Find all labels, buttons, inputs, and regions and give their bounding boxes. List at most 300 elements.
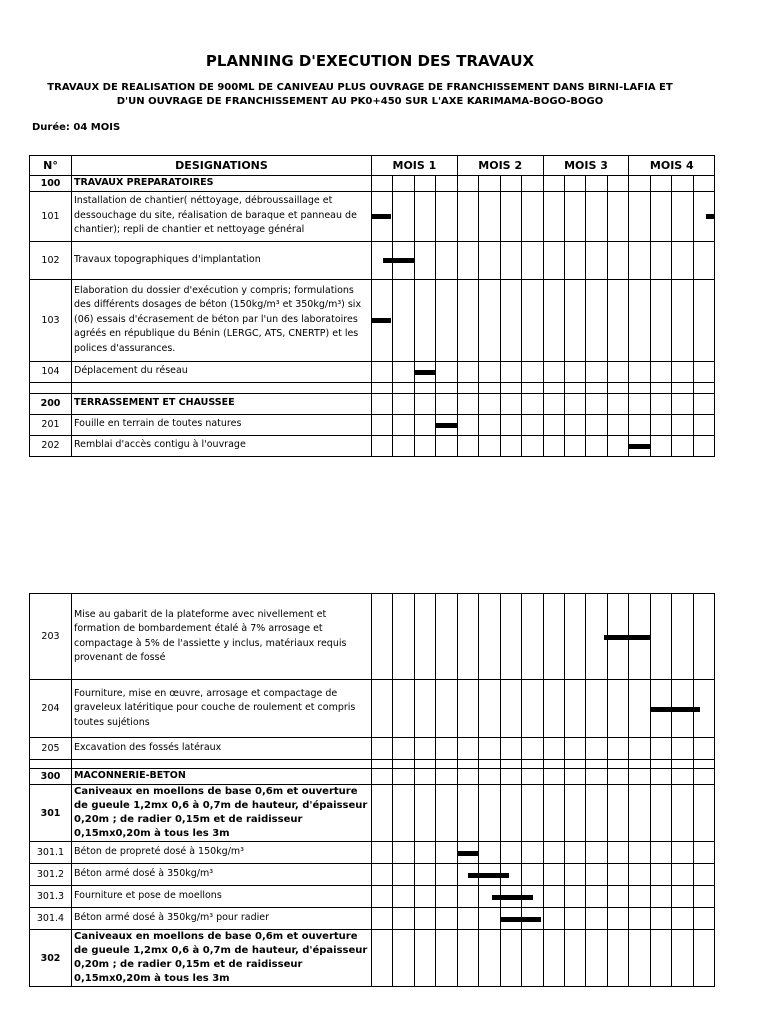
week-cell bbox=[564, 864, 585, 886]
week-cell bbox=[607, 864, 628, 886]
week-cell bbox=[650, 930, 671, 987]
week-cell bbox=[629, 393, 650, 414]
week-cell bbox=[564, 908, 585, 930]
week-cell bbox=[436, 414, 457, 435]
week-cell bbox=[479, 241, 500, 279]
week-cell bbox=[393, 680, 414, 738]
table-row bbox=[30, 594, 715, 680]
item-number: 205 bbox=[30, 738, 72, 760]
week-cell bbox=[414, 769, 435, 785]
week-cell bbox=[586, 176, 607, 192]
week-cell bbox=[500, 279, 521, 361]
week-cell bbox=[457, 864, 478, 886]
week-cell bbox=[650, 435, 671, 456]
week-cell bbox=[629, 279, 650, 361]
week-cell bbox=[693, 738, 714, 760]
week-cell bbox=[607, 842, 628, 864]
week-cell bbox=[393, 864, 414, 886]
week-cell bbox=[693, 191, 714, 241]
week-cell bbox=[479, 361, 500, 382]
week-cell bbox=[393, 241, 414, 279]
week-cell bbox=[500, 361, 521, 382]
week-cell bbox=[586, 760, 607, 769]
week-cell bbox=[693, 393, 714, 414]
week-cell bbox=[607, 176, 628, 192]
week-cell bbox=[672, 886, 693, 908]
week-cell bbox=[693, 760, 714, 769]
week-cell bbox=[565, 393, 586, 414]
week-cell bbox=[564, 769, 585, 785]
week-cell bbox=[522, 241, 543, 279]
week-cell bbox=[693, 435, 714, 456]
table-header-row bbox=[30, 156, 715, 176]
week-cell bbox=[672, 435, 693, 456]
week-cell bbox=[393, 176, 414, 192]
week-cell bbox=[607, 908, 628, 930]
week-cell bbox=[543, 738, 564, 760]
week-cell bbox=[436, 760, 457, 769]
week-cell bbox=[372, 279, 393, 361]
week-cell bbox=[693, 680, 714, 738]
week-cell bbox=[629, 176, 650, 192]
week-cell bbox=[586, 680, 607, 738]
column-header-month-4: MOIS 4 bbox=[629, 156, 715, 176]
week-cell bbox=[629, 908, 650, 930]
week-cell bbox=[436, 738, 457, 760]
week-cell bbox=[586, 738, 607, 760]
week-cell bbox=[457, 191, 478, 241]
week-cell bbox=[565, 382, 586, 393]
week-cell bbox=[436, 382, 457, 393]
week-cell bbox=[372, 680, 393, 738]
week-cell bbox=[543, 760, 564, 769]
week-cell bbox=[586, 864, 607, 886]
week-cell bbox=[693, 361, 714, 382]
week-cell bbox=[650, 414, 671, 435]
week-cell bbox=[457, 738, 478, 760]
week-cell bbox=[457, 393, 478, 414]
week-cell bbox=[543, 680, 564, 738]
week-cell bbox=[543, 769, 564, 785]
item-designation: Remblai d'accès contigu à l'ouvrage bbox=[72, 435, 372, 456]
week-cell bbox=[586, 842, 607, 864]
week-cell bbox=[414, 785, 435, 842]
week-cell bbox=[672, 241, 693, 279]
week-cell bbox=[500, 435, 521, 456]
week-cell bbox=[586, 930, 607, 987]
week-cell bbox=[629, 785, 650, 842]
week-cell bbox=[672, 176, 693, 192]
week-cell bbox=[672, 769, 693, 785]
week-cell bbox=[672, 594, 693, 680]
week-cell bbox=[586, 414, 607, 435]
table-row bbox=[30, 930, 715, 987]
week-cell bbox=[650, 241, 671, 279]
week-cell bbox=[543, 930, 564, 987]
week-cell bbox=[607, 361, 628, 382]
week-cell bbox=[500, 680, 521, 738]
week-cell bbox=[522, 435, 543, 456]
week-cell bbox=[457, 886, 478, 908]
item-designation: Béton de propreté dosé à 150kg/m³ bbox=[72, 842, 372, 864]
week-cell bbox=[479, 393, 500, 414]
week-cell bbox=[457, 785, 478, 842]
week-cell bbox=[500, 738, 521, 760]
week-cell bbox=[586, 435, 607, 456]
week-cell bbox=[564, 930, 585, 987]
week-cell bbox=[650, 393, 671, 414]
week-cell bbox=[436, 908, 457, 930]
week-cell bbox=[586, 785, 607, 842]
week-cell bbox=[522, 414, 543, 435]
week-cell bbox=[479, 738, 500, 760]
week-cell bbox=[393, 361, 414, 382]
week-cell bbox=[564, 842, 585, 864]
week-cell bbox=[500, 382, 521, 393]
week-cell bbox=[522, 908, 543, 930]
page-title: PLANNING D'EXECUTION DES TRAVAUX bbox=[205, 52, 535, 70]
week-cell bbox=[565, 241, 586, 279]
item-number: 301.4 bbox=[30, 908, 72, 930]
week-cell bbox=[672, 760, 693, 769]
week-cell bbox=[693, 842, 714, 864]
week-cell bbox=[565, 435, 586, 456]
week-cell bbox=[629, 361, 650, 382]
week-cell bbox=[693, 279, 714, 361]
week-cell bbox=[457, 769, 478, 785]
week-cell bbox=[500, 760, 521, 769]
column-header-month-1: MOIS 1 bbox=[372, 156, 458, 176]
week-cell bbox=[372, 842, 393, 864]
week-cell bbox=[436, 279, 457, 361]
week-cell bbox=[543, 886, 564, 908]
week-cell bbox=[479, 886, 500, 908]
week-cell bbox=[522, 176, 543, 192]
week-cell bbox=[543, 594, 564, 680]
week-cell bbox=[436, 176, 457, 192]
item-number: 200 bbox=[30, 393, 72, 414]
week-cell bbox=[436, 393, 457, 414]
gantt-bar bbox=[372, 214, 391, 219]
week-cell bbox=[672, 382, 693, 393]
week-cell bbox=[522, 864, 543, 886]
week-cell bbox=[414, 382, 435, 393]
week-cell bbox=[650, 886, 671, 908]
week-cell bbox=[543, 864, 564, 886]
week-cell bbox=[693, 594, 714, 680]
week-cell bbox=[522, 382, 543, 393]
week-cell bbox=[522, 361, 543, 382]
week-cell bbox=[565, 176, 586, 192]
week-cell bbox=[479, 382, 500, 393]
week-cell bbox=[393, 738, 414, 760]
week-cell bbox=[672, 393, 693, 414]
week-cell bbox=[672, 908, 693, 930]
item-number: 201 bbox=[30, 414, 72, 435]
item-designation: Fourniture et pose de moellons bbox=[72, 886, 372, 908]
item-number: 204 bbox=[30, 680, 72, 738]
week-cell bbox=[564, 594, 585, 680]
week-cell bbox=[372, 393, 393, 414]
week-cell bbox=[564, 738, 585, 760]
week-cell bbox=[565, 414, 586, 435]
week-cell bbox=[457, 842, 478, 864]
column-header-designations: DESIGNATIONS bbox=[72, 156, 372, 176]
week-cell bbox=[372, 769, 393, 785]
planning-table-page-1 bbox=[29, 155, 715, 457]
week-cell bbox=[650, 769, 671, 785]
week-cell bbox=[457, 760, 478, 769]
week-cell bbox=[457, 435, 478, 456]
week-cell bbox=[693, 930, 714, 987]
week-cell bbox=[607, 191, 628, 241]
week-cell bbox=[522, 738, 543, 760]
table-row bbox=[30, 738, 715, 760]
table-row bbox=[30, 680, 715, 738]
week-cell bbox=[672, 842, 693, 864]
week-cell bbox=[457, 361, 478, 382]
week-cell bbox=[672, 785, 693, 842]
week-cell bbox=[564, 680, 585, 738]
week-cell bbox=[607, 241, 628, 279]
week-cell bbox=[457, 279, 478, 361]
week-cell bbox=[650, 908, 671, 930]
week-cell bbox=[693, 241, 714, 279]
duration bbox=[32, 122, 120, 133]
week-cell bbox=[372, 176, 393, 192]
item-designation: Béton armé dosé à 350kg/m³ bbox=[72, 864, 372, 886]
week-cell bbox=[586, 769, 607, 785]
table-row bbox=[30, 191, 715, 241]
week-cell bbox=[393, 886, 414, 908]
week-cell bbox=[393, 930, 414, 987]
week-cell bbox=[586, 393, 607, 414]
week-cell bbox=[457, 594, 478, 680]
week-cell bbox=[629, 435, 650, 456]
week-cell bbox=[607, 760, 628, 769]
week-cell bbox=[500, 785, 521, 842]
week-cell bbox=[479, 760, 500, 769]
week-cell bbox=[543, 842, 564, 864]
week-cell bbox=[457, 680, 478, 738]
week-cell bbox=[414, 241, 435, 279]
week-cell bbox=[479, 908, 500, 930]
week-cell bbox=[543, 361, 564, 382]
week-cell bbox=[479, 279, 500, 361]
week-cell bbox=[457, 176, 478, 192]
item-designation: Travaux topographiques d'implantation bbox=[72, 241, 372, 279]
week-cell bbox=[479, 864, 500, 886]
week-cell bbox=[672, 414, 693, 435]
week-cell bbox=[436, 785, 457, 842]
week-cell bbox=[693, 414, 714, 435]
week-cell bbox=[436, 191, 457, 241]
week-cell bbox=[629, 382, 650, 393]
week-cell bbox=[522, 785, 543, 842]
week-cell bbox=[522, 769, 543, 785]
week-cell bbox=[436, 842, 457, 864]
week-cell bbox=[543, 393, 564, 414]
week-cell bbox=[500, 769, 521, 785]
table-row bbox=[30, 435, 715, 456]
week-cell bbox=[414, 191, 435, 241]
week-cell bbox=[457, 908, 478, 930]
week-cell bbox=[586, 382, 607, 393]
item-number: 203 bbox=[30, 594, 72, 680]
week-cell bbox=[693, 176, 714, 192]
week-cell bbox=[500, 908, 521, 930]
item-designation bbox=[72, 382, 372, 393]
week-cell bbox=[436, 241, 457, 279]
week-cell bbox=[543, 908, 564, 930]
week-cell bbox=[629, 241, 650, 279]
subtitle-line-2: D'UN OUVRAGE DE FRANCHISSEMENT AU PK0+450 SUR L'AXE KARIMAMA-BOGO-BOGO bbox=[116, 96, 604, 107]
week-cell bbox=[693, 886, 714, 908]
item-designation: Déplacement du réseau bbox=[72, 361, 372, 382]
table-row bbox=[30, 279, 715, 361]
week-cell bbox=[607, 738, 628, 760]
week-cell bbox=[607, 279, 628, 361]
week-cell bbox=[372, 908, 393, 930]
week-cell bbox=[650, 594, 671, 680]
table-row bbox=[30, 864, 715, 886]
item-number: 301.2 bbox=[30, 864, 72, 886]
week-cell bbox=[629, 414, 650, 435]
week-cell bbox=[414, 361, 435, 382]
week-cell bbox=[372, 785, 393, 842]
week-cell bbox=[457, 930, 478, 987]
week-cell bbox=[543, 176, 564, 192]
section-row bbox=[30, 769, 715, 785]
week-cell bbox=[607, 930, 628, 987]
week-cell bbox=[436, 886, 457, 908]
week-cell bbox=[693, 785, 714, 842]
item-number: 301.1 bbox=[30, 842, 72, 864]
week-cell bbox=[522, 191, 543, 241]
table-row bbox=[30, 908, 715, 930]
item-designation: Installation de chantier( néttoyage, débroussaillage et dessouchage du site, réalisation de baraque et panneau de chantier); repli de chantier et nettoyage général bbox=[72, 191, 372, 241]
subtitle-line-1: TRAVAUX DE REALISATION DE 900ML DE CANIVEAU PLUS OUVRAGE DE FRANCHISSEMENT DANS BIRNI-LAFIA ET bbox=[47, 82, 673, 93]
week-cell bbox=[500, 594, 521, 680]
week-cell bbox=[586, 361, 607, 382]
week-cell bbox=[522, 842, 543, 864]
week-cell bbox=[393, 435, 414, 456]
item-designation: TRAVAUX PREPARATOIRES bbox=[72, 176, 372, 192]
week-cell bbox=[393, 191, 414, 241]
week-cell bbox=[393, 279, 414, 361]
item-number: 300 bbox=[30, 769, 72, 785]
week-cell bbox=[672, 361, 693, 382]
week-cell bbox=[607, 886, 628, 908]
week-cell bbox=[650, 864, 671, 886]
week-cell bbox=[414, 680, 435, 738]
week-cell bbox=[543, 279, 564, 361]
week-cell bbox=[629, 930, 650, 987]
week-cell bbox=[372, 191, 393, 241]
week-cell bbox=[586, 279, 607, 361]
week-cell bbox=[414, 435, 435, 456]
item-number: 302 bbox=[30, 930, 72, 987]
week-cell bbox=[629, 738, 650, 760]
week-cell bbox=[650, 361, 671, 382]
week-cell bbox=[500, 176, 521, 192]
item-designation: Caniveaux en moellons de base 0,6m et ouverture de gueule 1,2mx 0,6 à 0,7m de hauteur, d'épaisseur 0,20m ; de radier 0,15m et de raidisseur 0,15mx0,20m à tous les 3m bbox=[72, 785, 372, 842]
week-cell bbox=[693, 382, 714, 393]
week-cell bbox=[372, 435, 393, 456]
week-cell bbox=[586, 191, 607, 241]
week-cell bbox=[414, 414, 435, 435]
item-designation: MACONNERIE-BETON bbox=[72, 769, 372, 785]
table-row bbox=[30, 886, 715, 908]
week-cell bbox=[436, 769, 457, 785]
week-cell bbox=[693, 864, 714, 886]
item-number: 101 bbox=[30, 191, 72, 241]
table-row bbox=[30, 414, 715, 435]
item-designation bbox=[72, 760, 372, 769]
week-cell bbox=[479, 176, 500, 192]
week-cell bbox=[543, 414, 564, 435]
week-cell bbox=[500, 842, 521, 864]
item-number: 102 bbox=[30, 241, 72, 279]
week-cell bbox=[436, 594, 457, 680]
week-cell bbox=[500, 886, 521, 908]
week-cell bbox=[500, 393, 521, 414]
week-cell bbox=[393, 908, 414, 930]
item-designation: Elaboration du dossier d'exécution y compris; formulations des différents dosages de béton (150kg/m³ et 350kg/m³) six (06) essais d'écrasement de béton par l'un des laboratoires agréés en république du Bénin (LERGC, ATS, CNERTP) et les polices d'assurances. bbox=[72, 279, 372, 361]
week-cell bbox=[500, 191, 521, 241]
column-header-month-2: MOIS 2 bbox=[457, 156, 543, 176]
project-subtitle bbox=[0, 81, 720, 109]
week-cell bbox=[607, 435, 628, 456]
week-cell bbox=[457, 241, 478, 279]
week-cell bbox=[650, 760, 671, 769]
week-cell bbox=[543, 435, 564, 456]
week-cell bbox=[607, 393, 628, 414]
week-cell bbox=[479, 930, 500, 987]
week-cell bbox=[414, 842, 435, 864]
week-cell bbox=[479, 769, 500, 785]
week-cell bbox=[414, 279, 435, 361]
week-cell bbox=[457, 414, 478, 435]
week-cell bbox=[586, 241, 607, 279]
week-cell bbox=[629, 680, 650, 738]
week-cell bbox=[564, 785, 585, 842]
week-cell bbox=[500, 864, 521, 886]
week-cell bbox=[436, 435, 457, 456]
week-cell bbox=[393, 760, 414, 769]
week-cell bbox=[607, 594, 628, 680]
week-cell bbox=[522, 886, 543, 908]
week-cell bbox=[522, 393, 543, 414]
week-cell bbox=[650, 785, 671, 842]
week-cell bbox=[436, 930, 457, 987]
week-cell bbox=[393, 382, 414, 393]
week-cell bbox=[672, 930, 693, 987]
week-cell bbox=[565, 279, 586, 361]
week-cell bbox=[522, 930, 543, 987]
table-row bbox=[30, 361, 715, 382]
week-cell bbox=[629, 886, 650, 908]
week-cell bbox=[543, 191, 564, 241]
week-cell bbox=[372, 382, 393, 393]
week-cell bbox=[650, 176, 671, 192]
week-cell bbox=[479, 191, 500, 241]
item-designation: Fourniture, mise en œuvre, arrosage et compactage de graveleux latéritique pour couche de roulement et compris toutes sujétions bbox=[72, 680, 372, 738]
week-cell bbox=[414, 594, 435, 680]
spacer-row bbox=[30, 382, 715, 393]
week-cell bbox=[522, 760, 543, 769]
column-header-number: N° bbox=[30, 156, 72, 176]
